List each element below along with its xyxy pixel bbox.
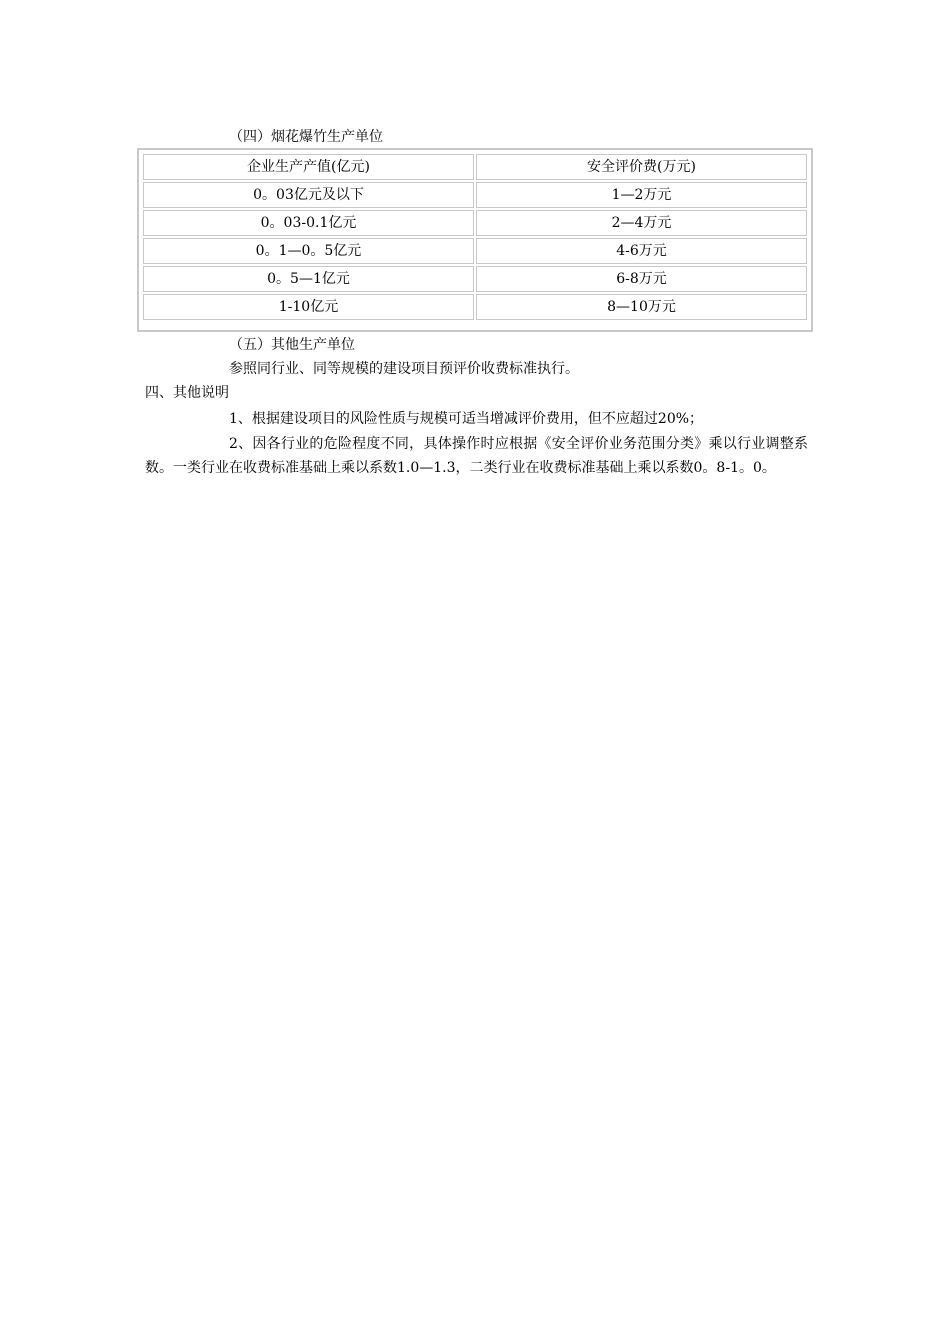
section-heading-other-notes: 四、其他说明 <box>145 385 229 401</box>
table-cell-fee: 4-6万元 <box>476 238 807 264</box>
table-cell-output: 0。5—1亿元 <box>143 266 474 292</box>
table-cell-output: 0。03-0.1亿元 <box>143 210 474 236</box>
table-row <box>143 238 807 264</box>
note-item-1: 1、根据建设项目的风险性质与规模可适当增减评价费用，但不应超过20%； <box>229 411 704 427</box>
fee-table <box>141 152 809 322</box>
section-text-other-units: 参照同行业、同等规模的建设项目预评价收费标准执行。 <box>229 361 579 377</box>
table-cell-fee: 8—10万元 <box>476 294 807 320</box>
note-item-2: 2、因各行业的危险程度不同，具体操作时应根据《安全评价业务范围分类》乘以行业调整系数。一类行业在收费标准基础上乘以系数1.0—1.3，二类行业在收费标准基础上乘以系数0。8-1。0。 <box>145 436 808 476</box>
table-cell-fee: 1—2万元 <box>476 182 807 208</box>
header-assessment-fee: 安全评价费(万元) <box>476 154 807 180</box>
table-cell-fee: 2—4万元 <box>476 210 807 236</box>
table-row <box>143 182 807 208</box>
table-row <box>143 266 807 292</box>
table-cell-output: 1-10亿元 <box>143 294 474 320</box>
table-row <box>143 210 807 236</box>
table-row <box>143 294 807 320</box>
table-cell-output: 0。1—0。5亿元 <box>143 238 474 264</box>
fee-table-frame <box>137 148 813 332</box>
section-heading-other-units: （五）其他生产单位 <box>229 337 355 353</box>
table-cell-fee: 6-8万元 <box>476 266 807 292</box>
header-output-value: 企业生产产值(亿元) <box>143 154 474 180</box>
table-header-row <box>143 154 807 180</box>
section-heading-fireworks: （四）烟花爆竹生产单位 <box>229 129 383 145</box>
table-cell-output: 0。03亿元及以下 <box>143 182 474 208</box>
